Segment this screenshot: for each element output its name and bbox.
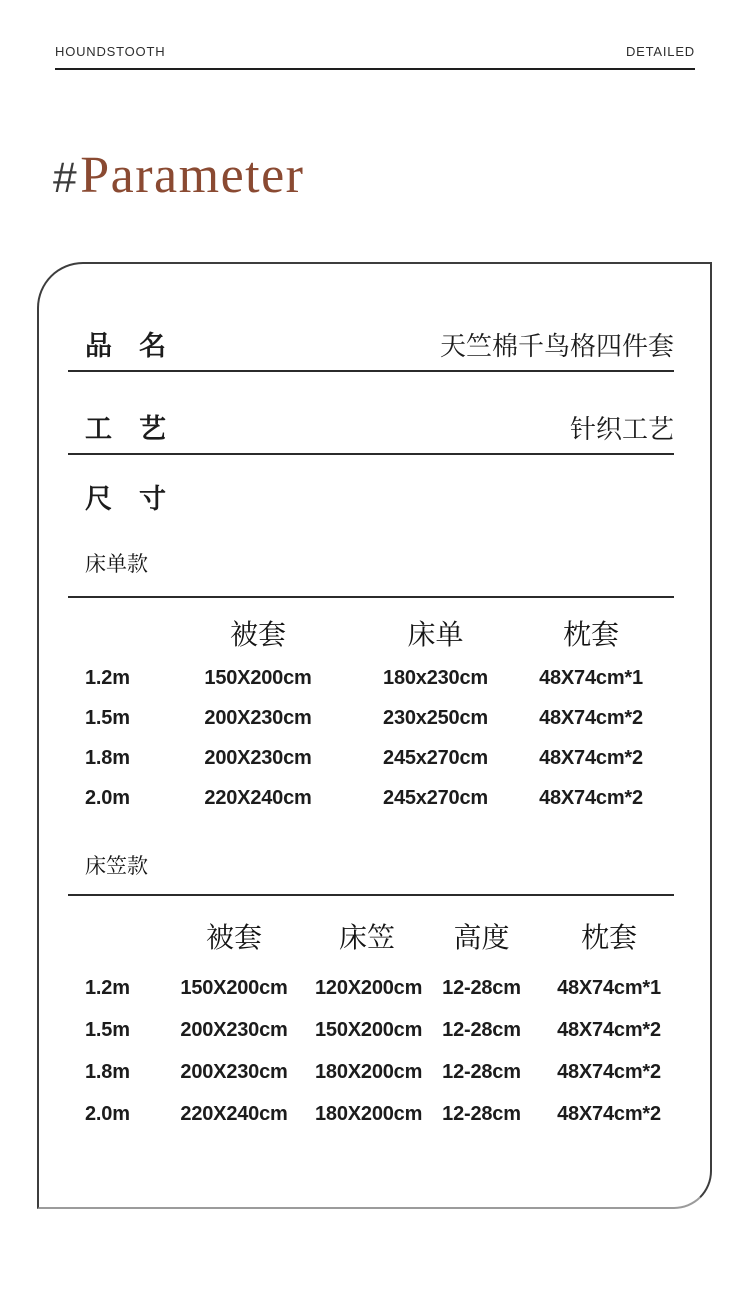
flat-sheet-size-table xyxy=(68,618,674,818)
section-label-flat-sheet: 床单款 xyxy=(68,552,674,598)
fitted-cell: 180X200cm xyxy=(315,1102,423,1125)
table-header-row xyxy=(68,921,674,955)
fitted-cell: 180X200cm xyxy=(315,1060,423,1083)
detailed-label: DETAILED xyxy=(625,44,695,59)
table-row xyxy=(68,1009,674,1051)
size-cell: 2.0m xyxy=(85,786,130,809)
pillow-cell: 48X74cm*2 xyxy=(539,746,643,769)
column-header-duvet: 被套 xyxy=(229,619,286,650)
column-header-pillow: 枕套 xyxy=(580,922,637,953)
page-title xyxy=(53,146,305,205)
fitted-cell: 120X200cm xyxy=(315,976,423,999)
size-cell: 1.2m xyxy=(85,976,130,999)
size-cell: 1.2m xyxy=(85,666,130,689)
pillow-cell: 48X74cm*1 xyxy=(539,666,643,689)
table-row xyxy=(68,1051,674,1093)
duvet-cell: 200X230cm xyxy=(180,1018,288,1041)
pillow-cell: 48X74cm*2 xyxy=(557,1102,661,1125)
duvet-cell: 200X230cm xyxy=(204,706,312,729)
column-header-height: 高度 xyxy=(453,922,510,953)
pillow-cell: 48X74cm*2 xyxy=(539,786,643,809)
column-header-sheet: 床单 xyxy=(407,619,464,650)
table-row xyxy=(68,658,674,698)
sheet-cell: 245x270cm xyxy=(383,786,488,809)
table-row xyxy=(68,778,674,818)
size-heading: 尺 寸 xyxy=(85,484,166,514)
pillow-cell: 48X74cm*1 xyxy=(557,976,661,999)
duvet-cell: 200X230cm xyxy=(180,1060,288,1083)
sheet-cell: 245x270cm xyxy=(383,746,488,769)
size-cell: 1.8m xyxy=(85,746,130,769)
sheet-cell: 180x230cm xyxy=(383,666,488,689)
pillow-cell: 48X74cm*2 xyxy=(557,1018,661,1041)
product-name-row xyxy=(68,330,674,372)
table-row xyxy=(68,1093,674,1135)
column-header-duvet: 被套 xyxy=(205,922,262,953)
fitted-sheet-size-table xyxy=(68,921,674,1135)
page-header xyxy=(55,44,695,70)
duvet-cell: 150X200cm xyxy=(204,666,312,689)
height-cell: 12-28cm xyxy=(442,1102,521,1125)
duvet-cell: 200X230cm xyxy=(204,746,312,769)
craft-label: 工 艺 xyxy=(85,414,166,444)
pillow-cell: 48X74cm*2 xyxy=(557,1060,661,1083)
column-header-pillow: 枕套 xyxy=(562,619,619,650)
duvet-cell: 150X200cm xyxy=(180,976,288,999)
table-row xyxy=(68,967,674,1009)
size-cell: 1.5m xyxy=(85,706,130,729)
size-cell: 2.0m xyxy=(85,1102,130,1125)
pillow-cell: 48X74cm*2 xyxy=(539,706,643,729)
duvet-cell: 220X240cm xyxy=(180,1102,288,1125)
section-label-fitted-sheet: 床笠款 xyxy=(68,854,674,896)
table-row xyxy=(68,698,674,738)
duvet-cell: 220X240cm xyxy=(204,786,312,809)
product-name-value: 天竺棉千鸟格四件套 xyxy=(439,331,674,361)
sheet-cell: 230x250cm xyxy=(383,706,488,729)
parameter-panel xyxy=(37,262,712,1209)
column-header-fitted: 床笠 xyxy=(338,922,395,953)
size-cell: 1.8m xyxy=(85,1060,130,1083)
title-hash-symbol: # xyxy=(53,154,79,202)
brand-label: HOUNDSTOOTH xyxy=(55,44,166,59)
size-cell: 1.5m xyxy=(85,1018,130,1041)
height-cell: 12-28cm xyxy=(442,1060,521,1083)
height-cell: 12-28cm xyxy=(442,976,521,999)
table-row xyxy=(68,738,674,778)
product-name-label: 品 名 xyxy=(85,331,166,361)
height-cell: 12-28cm xyxy=(442,1018,521,1041)
craft-value: 针织工艺 xyxy=(569,414,674,444)
craft-row xyxy=(68,413,674,455)
fitted-cell: 150X200cm xyxy=(315,1018,423,1041)
title-word: Parameter xyxy=(80,147,305,204)
table-header-row xyxy=(68,618,674,652)
